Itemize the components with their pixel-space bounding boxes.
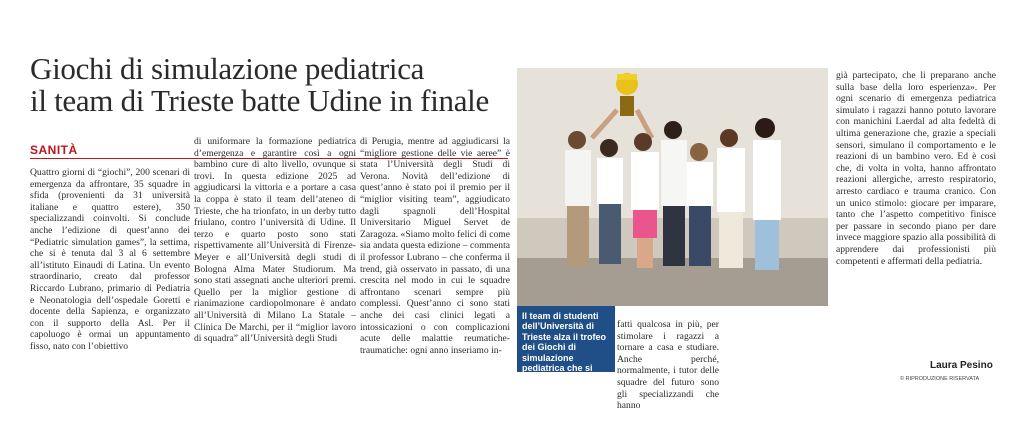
author-byline: Laura Pesino: [930, 360, 993, 371]
body-column-1: Quattro giorni di “giochi”, 200 scenari di emergenza da affrontare, 35 squadre in sfida (provenienti da 31 università italiane e quattro estere), 350 specializzandi coinvolti. Si conclude anche l’edizione di quest’anno dei “Pediatric simulation games”, la settima, che si è tenuta dal 3 al 6 settembre all’istituto Einaudi di Latina. Un evento straordinario, creato dal professor Riccardo Lubrano, primario di Pediatria e Neonatologia dell’ospedale Goretti e docente della Sapienza, e organizzato con il supporto della Asl. Per il capoluogo è ormai un appuntamento fisso, nato con l’obiettivo: [30, 167, 190, 352]
team-photo-illustration: [517, 68, 828, 306]
body-column-4: fatti qualcosa in più, per stimolare i ragazzi a tornare a casa e studiare. Anche perché, normalmente, i tutor delle squadre del futuro sono gli specializzandi che hanno: [617, 319, 719, 412]
headline: [30, 53, 510, 117]
copyright-notice: © RIPRODUZIONE RISERVATA: [900, 376, 980, 382]
section-label: SANITÀ: [30, 143, 78, 157]
headline-line-1: Giochi di simulazione pediatrica: [30, 51, 425, 86]
headline-line-2: il team di Trieste batte Udine in finale: [30, 83, 489, 118]
body-column-2: di uniformare la formazione pediatrica d’emergenza e garantire così a ogni bambino cure di alto livello, ovunque si trovi. In questa edizione 2025 ad aggiudicarsi la vittoria e a portare a casa la coppa è stato il team dell’ateneo di Trieste, che ha trionfato, in un derby tutto friulano, contro l’università di Udine. Il terzo e quarto posto sono stati rispettivamente all’Università di Firenze-Meyer e all’Università degli studi di Bologna Alma Mater Studiorum. Ma sono stati assegnati anche ulteriori premi. Quello per la miglior gestione di rianimazione cardiopolmonare è andato all’Università di Milano La Statale – Clinica De Marchi, per il “miglior lavoro di squadra” all’Università degli Studi: [194, 136, 356, 345]
body-column-5: già partecipato, che li preparano anche sulla base della loro esperienza». Per ogni scenario di emergenza pediatrica simulato i ragazzi hanno potuto lavorare con manichini Laerdal ad alta fedeltà di ultima generazione che, grazie a speciali sensori, simulano il comportamento e le reazioni di un bambino vero. Ed è così che, di volta in volta, hanno affrontato reazioni allergiche, arresto respiratorio, arresto cardiaco e trauma cranico. Con un unico stimolo: giocare per imparare, tanto che l’aspetto competitivo finisce per passare in secondo piano per dare invece maggiore spazio alla possibilità di apprendere dai professionisti più competenti e affermati della pediatria.: [836, 70, 996, 267]
photo-caption: Il team di studenti dell’Università di Trieste alza il trofeo dei Giochi di simulazione pediatrica che si sono svolti a Latina: [517, 306, 615, 372]
team-photo: [517, 68, 828, 306]
body-column-3: di Perugia, mentre ad aggiudicarsi la “migliore gestione delle vie aeree” è stata l’Università degli Studi di Verona. Novità dell’edizione di quest’anno è stato poi il premio per il “miglior visiting team”, aggiudicato dagli spagnoli dell’Hospital Universitario Miguel Servet de Zaragoza. «Siamo molto felici di come sia andata questa edizione – commenta il professor Lubrano – che conferma il trend, già osservato in passato, di una crescita nel modo in cui le squadre affrontano scenari sempre più complessi. Quest’anno ci sono stati anche dei casi clinici legati a intossicazioni o con complicazioni acute delle malattie reumatiche-traumatiche: ogni anno inseriamo in-: [360, 136, 510, 356]
